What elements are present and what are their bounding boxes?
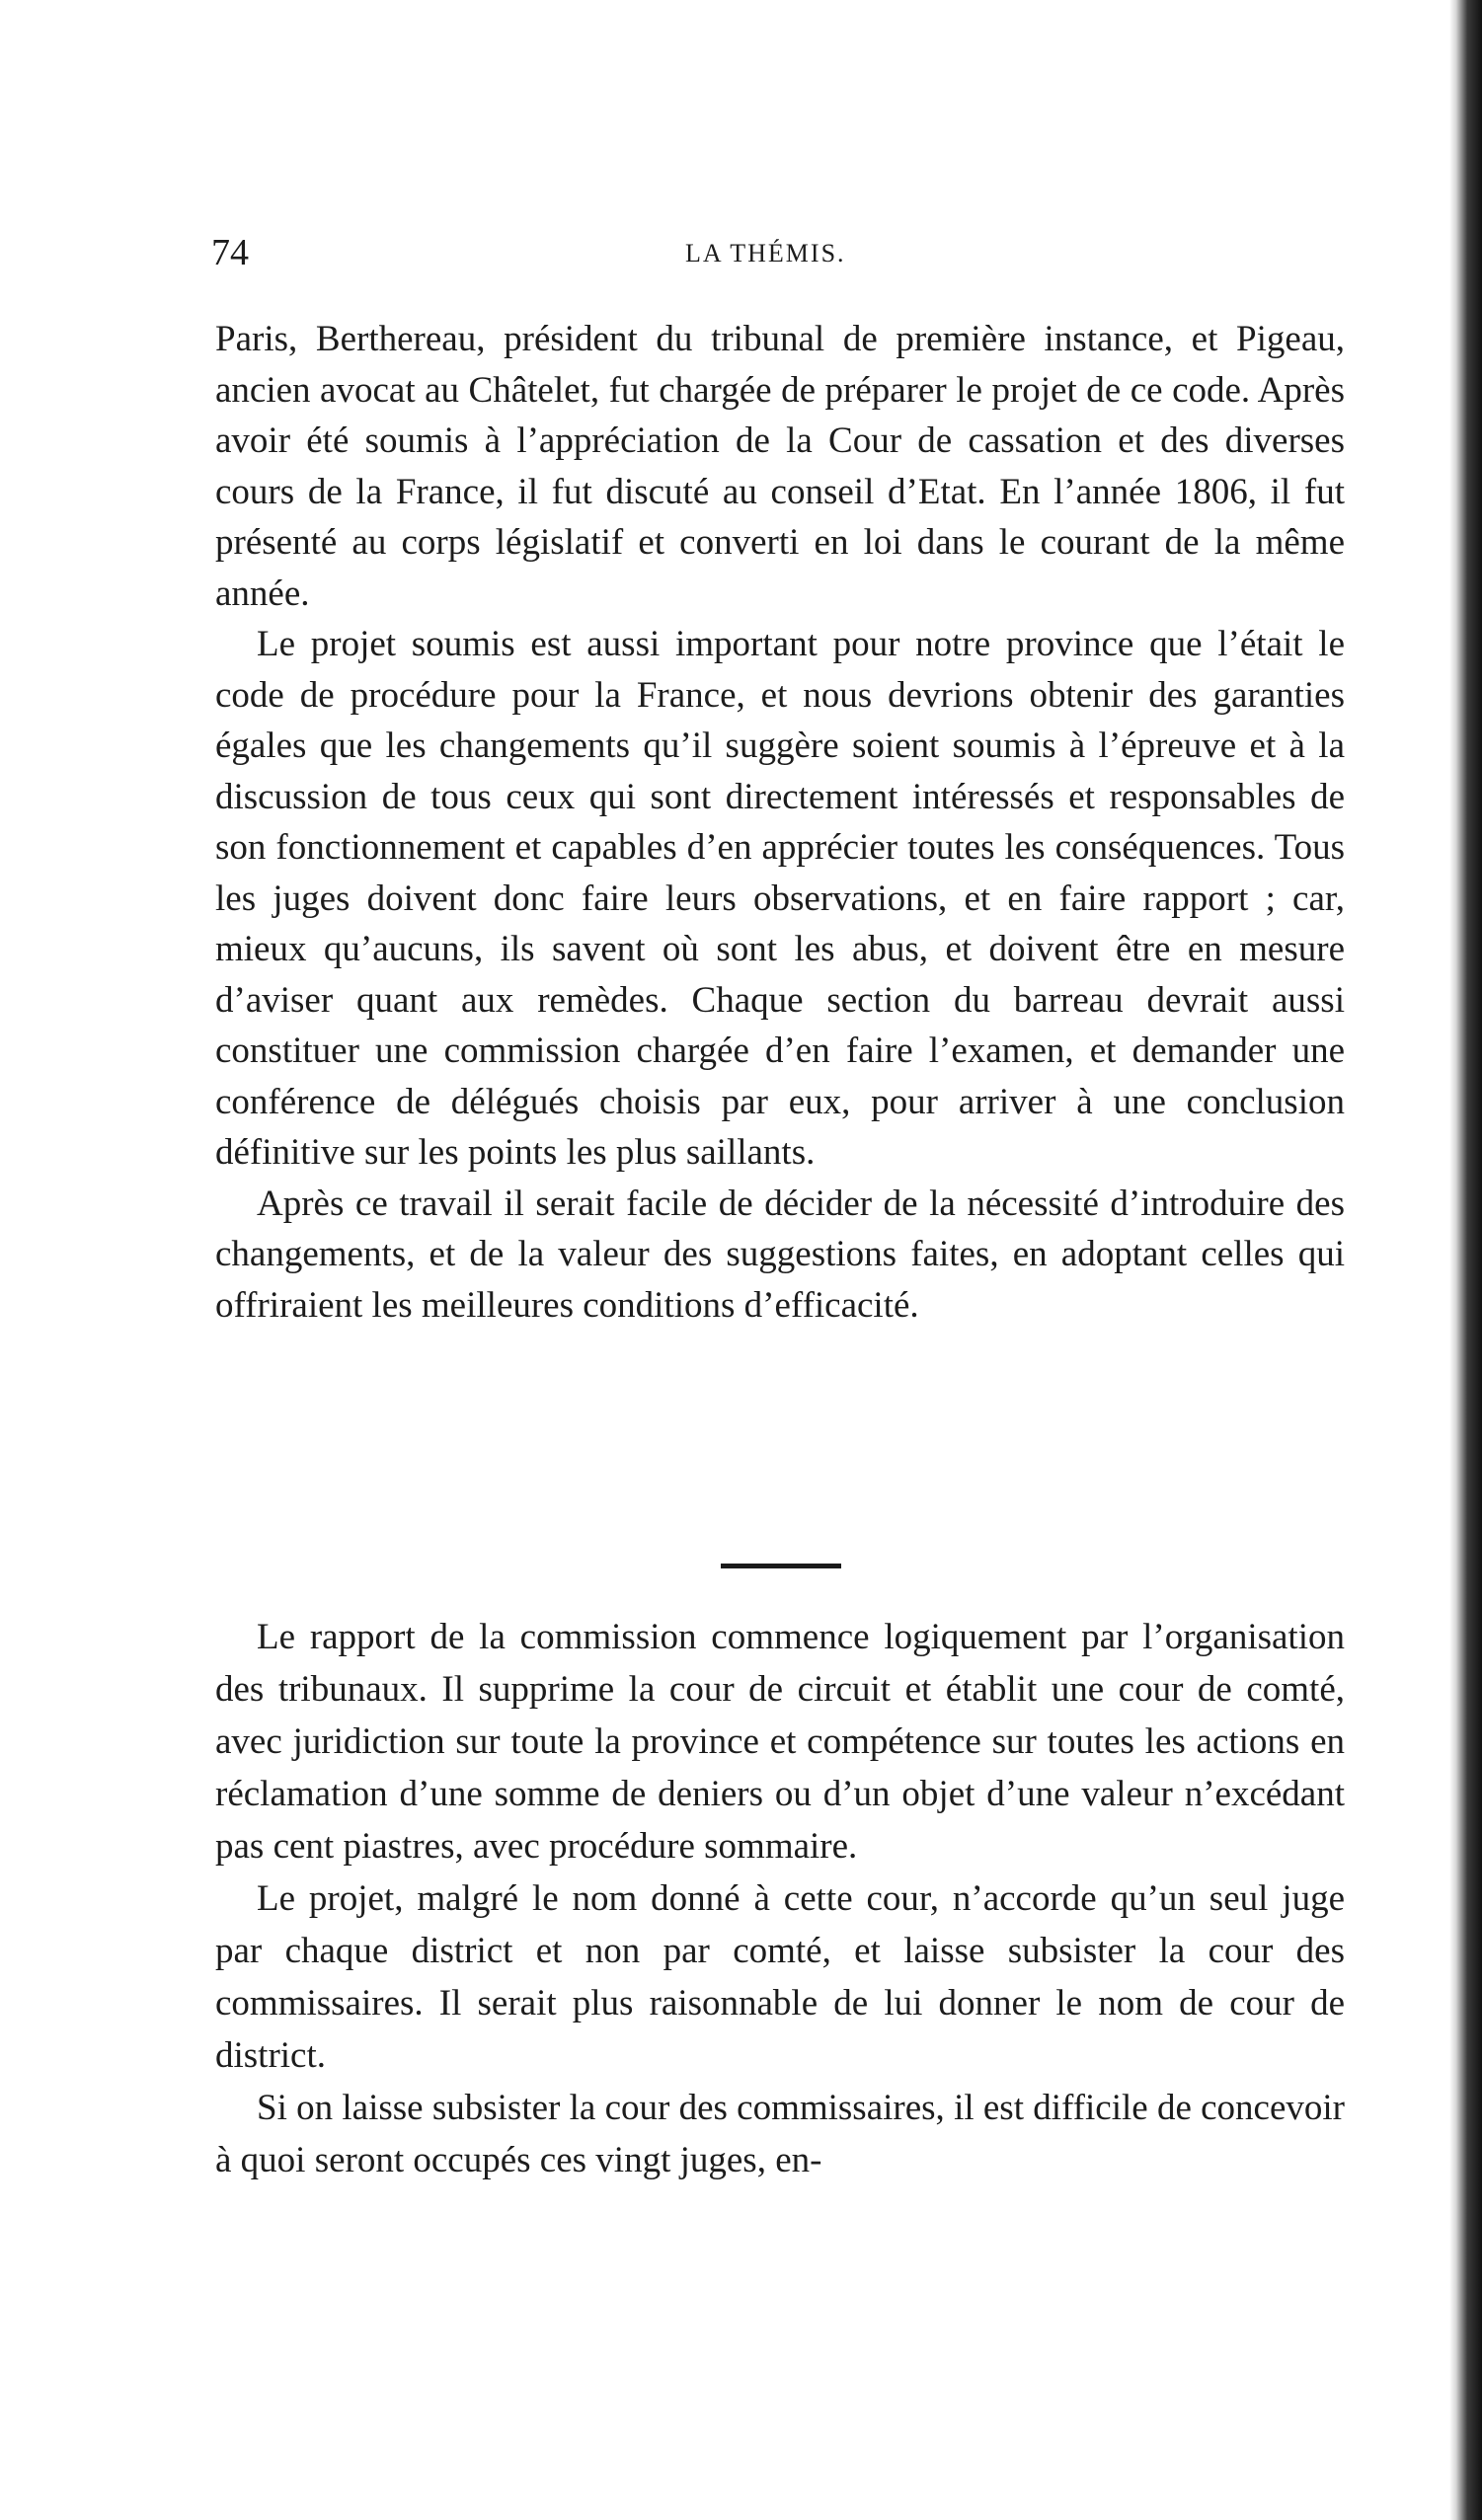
page-header [211,231,1347,290]
text-section-two [215,1611,1345,2186]
paragraph: Après ce travail il serait facile de décider de la nécessité d’introduire des changements, et de la valeur des suggestions faites, en adoptant celles qui offriraient les meilleures conditions d’efficacité. [215,1183,1345,1326]
paragraph: Le rapport de la commission commence logiquement par l’organisation des tribunaux. Il supprime la cour de circuit et établit une cour de comté, avec juridiction sur toute la province et compétence sur toutes les actions en réclamation d’une somme de deniers ou d’un objet d’une valeur n’excédant pas cent piastres, avec procédure sommaire. [215,1617,1345,1867]
paragraph: Le projet, malgré le nom donné à cette cour, n’accorde qu’un seul juge par chaque district et non par comté, et laisse subsister la cour des commissaires. Il serait plus raisonnable de lui donner le nom de cour de district. [215,1878,1345,2076]
paragraph: Si on laisse subsister la cour des commissaires, il est difficile de concevoir à quoi seront occupés ces vingt juges, en- [215,2088,1345,2180]
section-divider [721,1564,841,1568]
page-number: 74 [211,232,249,273]
page-binding-edge [1449,0,1482,2520]
paragraph: Le projet soumis est aussi important pour notre province que l’était le code de procédure pour la France, et nous devrions obtenir des garanties égales que les changements qu’il suggère soient soumis à l’épreuve et à la discussion de tous ceux qui sont directement intéressés et responsables de son fonctionnement et capables d’en apprécier toutes les conséquences. Tous les juges doivent donc faire leurs observations, et en faire rapport ; car, mieux qu’aucuns, ils savent où sont les abus, et doivent être en mesure d’aviser quant aux remèdes. Chaque section du barreau devrait aussi constituer une commission chargée d’en faire l’examen, et demander une conférence de délégués choisis par eux, pour arriver à une conclusion définitive sur les points les plus saillants. [215,624,1345,1173]
text-section-one [215,314,1345,1331]
running-title: LA THÉMIS. [685,239,846,267]
paragraph: Paris, Berthereau, président du tribunal de première instance, et Pigeau, ancien avocat au Châtelet, fut chargée de préparer le projet de ce code. Après avoir été soumis à l’appréciation de la Cour de cassation et des diverses cours de la France, il fut discuté au conseil d’Etat. En l’année 1806, il fut présenté au corps législatif et converti en loi dans le courant de la même année. [215,319,1345,614]
